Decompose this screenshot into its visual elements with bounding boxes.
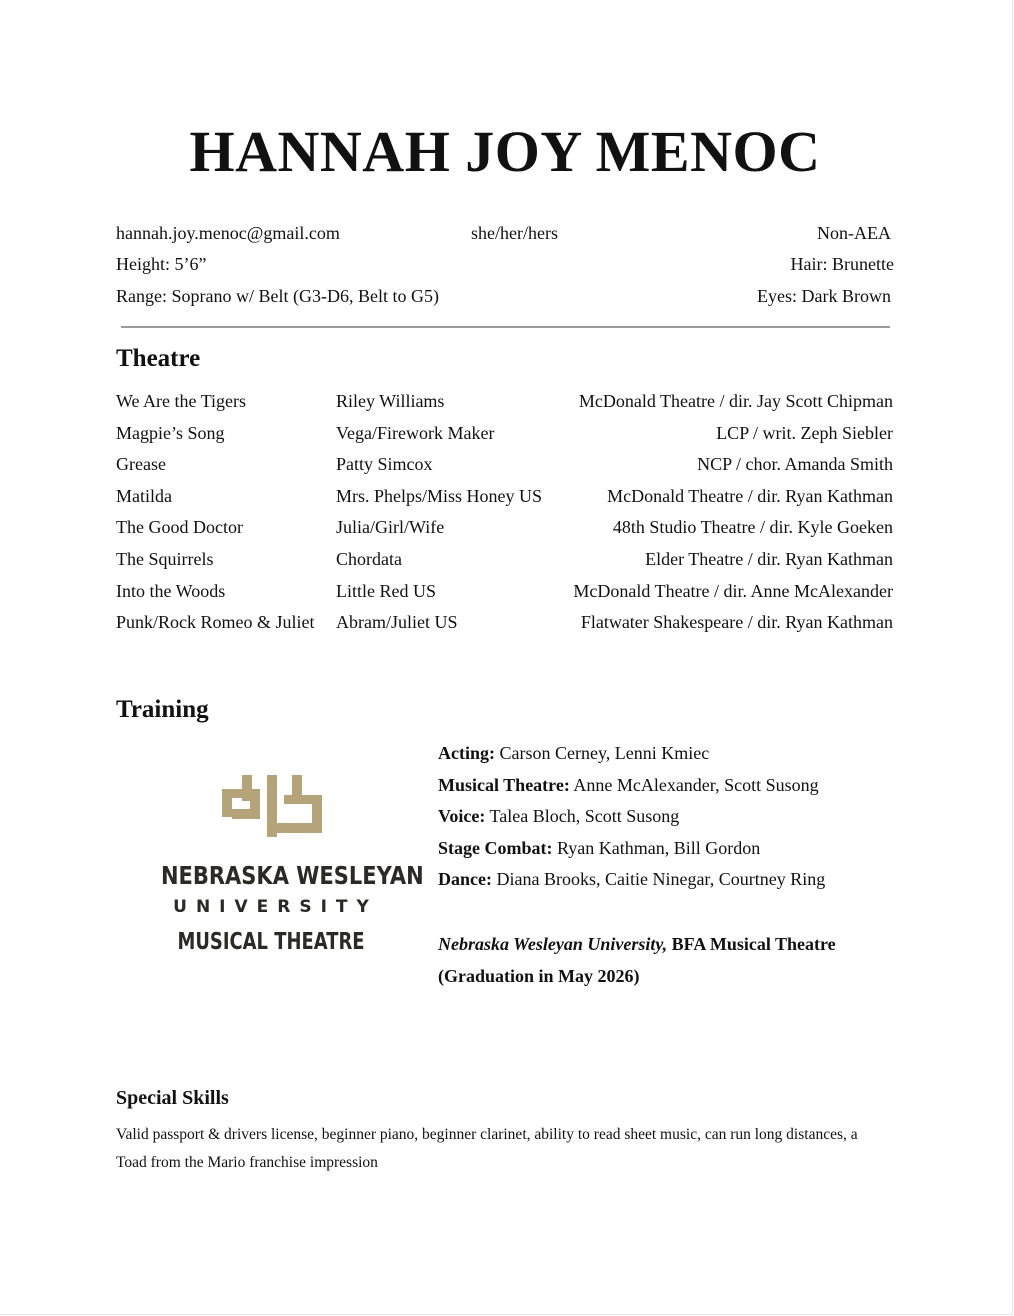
venue-director: Flatwater Shakespeare / dir. Ryan Kathman xyxy=(580,612,893,632)
venue-director: LCP / writ. Zeph Siebler xyxy=(716,423,893,443)
show-title: Into the Woods xyxy=(116,581,226,601)
theatre-row xyxy=(0,612,1014,638)
union-status: Non-AEA xyxy=(817,223,891,243)
training-label: Acting: xyxy=(438,743,495,763)
training-heading: Training xyxy=(116,696,209,723)
role-name: Patty Simcox xyxy=(336,454,433,474)
theatre-row xyxy=(0,581,1014,607)
show-title: Grease xyxy=(116,454,166,474)
divider xyxy=(121,326,890,328)
venue-director: McDonald Theatre / dir. Anne McAlexander xyxy=(573,581,893,601)
role-name: Chordata xyxy=(336,549,402,569)
training-teachers: Talea Bloch, Scott Susong xyxy=(489,806,680,827)
logo-line-1: NEBRASKA WESLEYAN xyxy=(160,861,424,890)
show-title: We Are the Tigers xyxy=(116,391,247,411)
theatre-row xyxy=(0,454,1014,480)
training-label: Voice: xyxy=(438,806,486,827)
training-teachers: Ryan Kathman, Bill Gordon xyxy=(557,837,761,858)
hair: Hair: Brunette xyxy=(790,254,894,274)
venue-director: Elder Theatre / dir. Ryan Kathman xyxy=(645,549,893,569)
training-list xyxy=(438,740,825,898)
degree-info xyxy=(438,929,836,992)
height: Height: 5’6” xyxy=(116,254,207,274)
role-name: Mrs. Phelps/Miss Honey US xyxy=(336,486,543,506)
vocal-range: Range: Soprano w/ Belt (G3-D6, Belt to G5) xyxy=(116,286,439,306)
venue-director: NCP / chor. Amanda Smith xyxy=(697,454,893,474)
theatre-heading: Theatre xyxy=(116,345,201,372)
show-title: Magpie’s Song xyxy=(116,423,225,443)
venue-director: McDonald Theatre / dir. Jay Scott Chipman xyxy=(578,391,893,411)
pronouns: she/her/hers xyxy=(471,223,558,243)
training-label: Dance: xyxy=(438,869,492,890)
show-title: The Good Doctor xyxy=(116,517,243,537)
venue-director: 48th Studio Theatre / dir. Kyle Goeken xyxy=(612,517,893,537)
training-item xyxy=(438,803,825,835)
graduation-date: (Graduation in May 2026) xyxy=(438,965,640,986)
skills-heading: Special Skills xyxy=(116,1087,229,1109)
theatre-row xyxy=(0,486,1014,512)
degree-name: BFA Musical Theatre xyxy=(671,934,836,954)
show-title: Punk/Rock Romeo & Juliet xyxy=(116,612,315,632)
logo-line-3: MUSICAL THEATRE xyxy=(177,929,365,955)
training-teachers: Anne McAlexander, Scott Susong xyxy=(573,774,819,795)
training-label: Stage Combat: xyxy=(438,837,553,858)
training-item xyxy=(438,740,825,772)
resume-name: HANNAH JOY MENOC xyxy=(189,119,821,184)
training-teachers: Diana Brooks, Caitie Ninegar, Courtney Ring xyxy=(496,869,826,890)
theatre-row xyxy=(0,517,1014,543)
venue-director: McDonald Theatre / dir. Ryan Kathman xyxy=(607,486,893,506)
show-title: The Squirrels xyxy=(116,549,214,569)
role-name: Riley Williams xyxy=(336,391,445,411)
theatre-row xyxy=(0,423,1014,449)
theatre-row xyxy=(0,391,1014,417)
nwu-monogram-icon xyxy=(222,775,322,837)
training-item xyxy=(438,866,825,898)
school-name: Nebraska Wesleyan University, xyxy=(438,934,668,954)
training-label: Musical Theatre: xyxy=(438,774,570,795)
skills-text: Valid passport & drivers license, beginner piano, beginner clarinet, ability to read sheet music, can run long distances, a Toad from the Mario franchise impression xyxy=(116,1126,858,1171)
training-item xyxy=(438,835,825,867)
eyes: Eyes: Dark Brown xyxy=(757,286,891,306)
training-teachers: Carson Cerney, Lenni Kmiec xyxy=(499,743,710,763)
training-item xyxy=(438,772,825,804)
role-name: Vega/Firework Maker xyxy=(336,423,495,443)
email: hannah.joy.menoc@gmail.com xyxy=(116,223,340,243)
role-name: Abram/Juliet US xyxy=(336,612,458,632)
role-name: Julia/Girl/Wife xyxy=(336,517,445,537)
role-name: Little Red US xyxy=(336,581,436,601)
theatre-row xyxy=(0,549,1014,575)
logo-line-2: UNIVERSITY xyxy=(173,897,378,917)
nwu-logo xyxy=(140,775,424,960)
show-title: Matilda xyxy=(116,486,172,506)
